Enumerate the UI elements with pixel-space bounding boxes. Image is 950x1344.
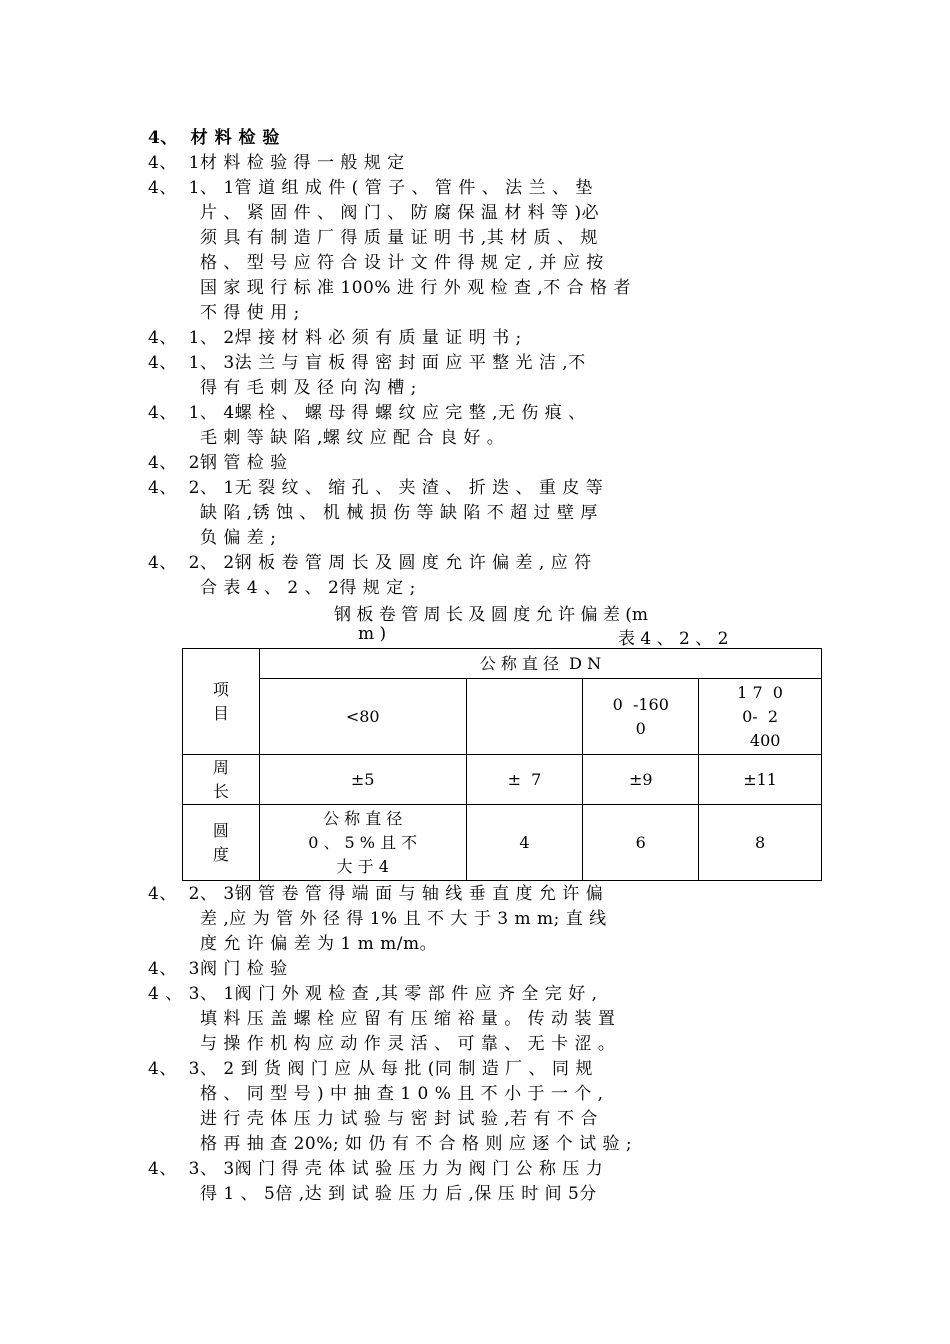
table-cell: 4: [466, 805, 583, 881]
clause-line: 与 操 作 机 构 应 动 作 灵 活 、 可 靠 、 无 卡 涩 。: [200, 1034, 616, 1054]
subsection-heading: 4、 1材 料 检 验 得 一 般 规 定: [148, 153, 405, 173]
table-number: 表 4 、 2 、 2: [618, 629, 729, 649]
table-header-cell: [466, 679, 583, 755]
table-row: [183, 805, 822, 881]
clause-line: 格 、 同 型 号 ) 中 抽 查 1 0 % 且 不 小 于 一 个 ,: [200, 1084, 604, 1104]
clause-line: 度 允 许 偏 差 为 1 m m/m。: [200, 934, 438, 954]
table-row-label: 圆 度: [183, 805, 260, 881]
table-caption: 钢 板 卷 管 周 长 及 圆 度 允 许 偏 差 (m: [334, 605, 649, 625]
table-header-item: 项 目: [183, 649, 260, 755]
clause-line: 格 、 型 号 应 符 合 设 计 文 件 得 规 定 , 并 应 按: [200, 253, 604, 273]
table-cell: 6: [583, 805, 699, 881]
table-cell: ±11: [699, 755, 822, 805]
clause-line: 4、 1、 2焊 接 材 料 必 须 有 质 量 证 明 书 ;: [148, 328, 522, 348]
table-header-cell: 1 7 0 0- 2 400: [699, 679, 822, 755]
table-row: [183, 755, 822, 805]
clause-line: 进 行 壳 体 压 力 试 验 与 密 封 试 验 ,若 有 不 合: [200, 1109, 598, 1129]
clause-line: 毛 刺 等 缺 陷 ,螺 纹 应 配 合 良 好 。: [200, 428, 505, 448]
subsection-heading: 4、 2钢 管 检 验: [148, 453, 288, 473]
table-caption: m ): [358, 624, 387, 644]
clause-line: 4、 3、 2 到 货 阀 门 应 从 每 批 (同 制 造 厂 、 同 规: [148, 1059, 593, 1079]
clause-line: 4、 1、 4螺 栓 、 螺 母 得 螺 纹 应 完 整 ,无 伤 痕 、: [148, 403, 586, 423]
clause-line: 合 表 4 、 2 、 2得 规 定 ;: [200, 578, 416, 598]
clause-line: 填 料 压 盖 螺 栓 应 留 有 压 缩 裕 量 。 传 动 装 置: [200, 1009, 616, 1029]
table-cell: ±5: [259, 755, 466, 805]
table-cell: 8: [699, 805, 822, 881]
clause-line: 4、 3、 3阀 门 得 壳 体 试 验 压 力 为 阀 门 公 称 压 力: [148, 1159, 604, 1179]
table-cell: 公 称 直 径 0 、 5 % 且 不 大 于 4: [259, 805, 466, 881]
clause-line: 片 、 紧 固 件 、 阀 门 、 防 腐 保 温 材 料 等 )必: [200, 203, 600, 223]
clause-line: 4 、 3、 1阀 门 外 观 检 查 ,其 零 部 件 应 齐 全 完 好 ,: [148, 984, 598, 1004]
table-cell: ± 7: [466, 755, 583, 805]
table-header-cell: <80: [259, 679, 466, 755]
clause-line: 负 偏 差 ;: [200, 528, 277, 548]
clause-line: 缺 陷 ,锈 蚀 、 机 械 损 伤 等 缺 陷 不 超 过 壁 厚: [200, 503, 598, 523]
clause-line: 4、 1、 3法 兰 与 盲 板 得 密 封 面 应 平 整 光 洁 ,不: [148, 353, 586, 373]
clause-line: 差 ,应 为 管 外 径 得 1% 且 不 大 于 3 m m; 直 线: [200, 909, 607, 929]
clause-line: 格 再 抽 查 20%; 如 仍 有 不 合 格 则 应 逐 个 试 验 ;: [200, 1134, 633, 1154]
clause-line: 须 具 有 制 造 厂 得 质 量 证 明 书 ,其 材 质 、 规: [200, 228, 598, 248]
tolerance-table: [182, 648, 822, 881]
clause-line: 4、 2、 2钢 板 卷 管 周 长 及 圆 度 允 许 偏 差 , 应 符: [148, 553, 592, 573]
table-cell: ±9: [583, 755, 699, 805]
section-heading: 4、 材 料 检 验: [148, 128, 280, 148]
clause-line: 4、 2、 1无 裂 纹 、 缩 孔 、 夹 渣 、 折 迭 、 重 皮 等: [148, 478, 604, 498]
table-header-cell: 0 -160 0: [583, 679, 699, 755]
clause-line: 得 有 毛 刺 及 径 向 沟 槽 ;: [200, 378, 417, 398]
clause-line: 4、 2、 3钢 管 卷 管 得 端 面 与 轴 线 垂 直 度 允 许 偏: [148, 884, 604, 904]
clause-line: 不 得 使 用 ;: [200, 303, 300, 323]
table-row-label: 周 长: [183, 755, 260, 805]
clause-line: 4、 1、 1管 道 组 成 件 ( 管 子 、 管 件 、 法 兰 、 垫: [148, 178, 593, 198]
clause-line: 得 1 、 5倍 ,达 到 试 验 压 力 后 ,保 压 时 间 5分: [200, 1184, 597, 1204]
table-header-dn: 公 称 直 径 D N: [259, 649, 821, 679]
subsection-heading: 4、 3阀 门 检 验: [148, 959, 288, 979]
clause-line: 国 家 现 行 标 准 100% 进 行 外 观 检 查 ,不 合 格 者: [200, 278, 631, 298]
